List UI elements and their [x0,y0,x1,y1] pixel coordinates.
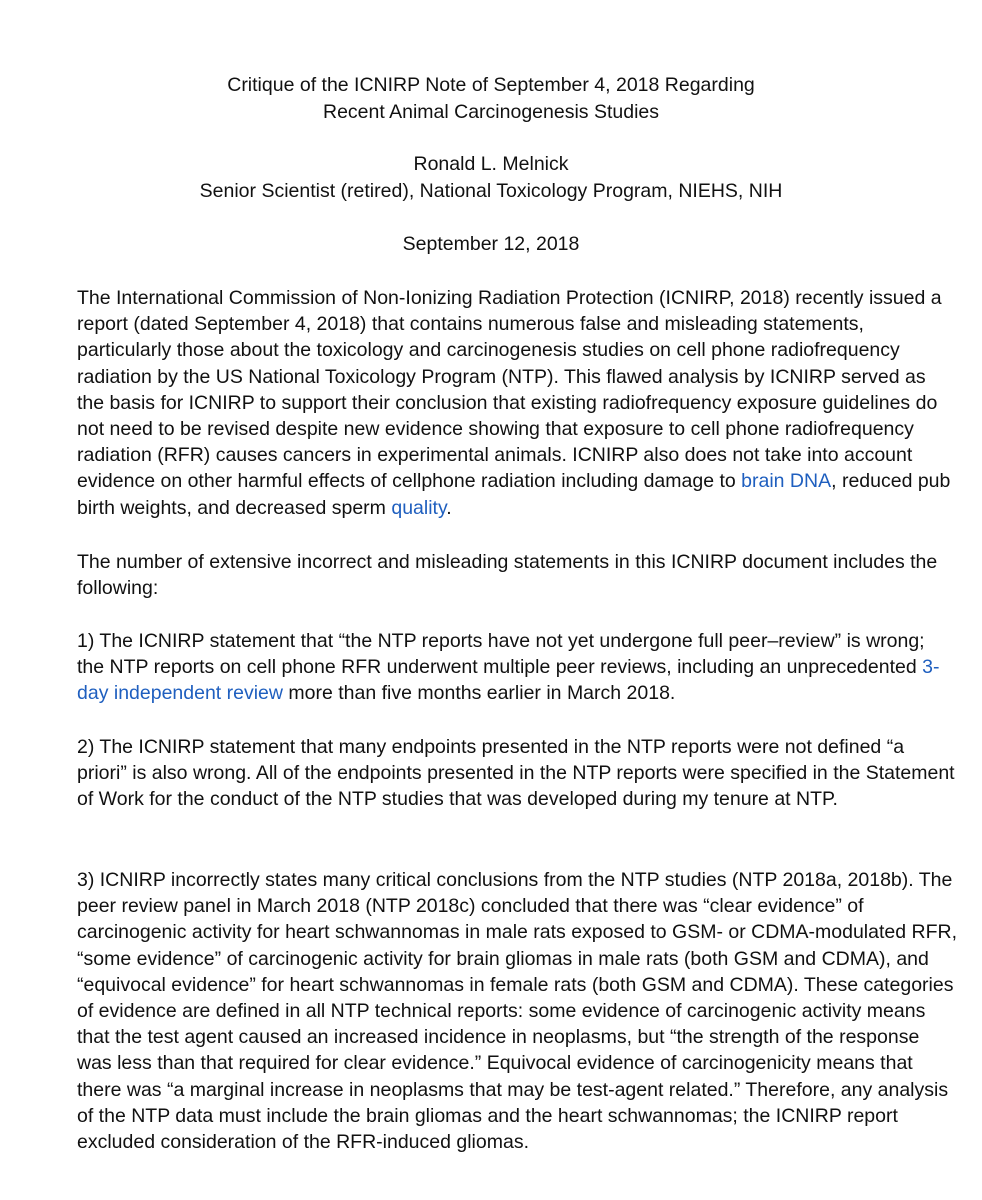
author-block [0,151,982,204]
document-date [0,231,982,258]
author-affiliation: Senior Scientist (retired), National Toxicology Program, NIEHS, NIH [199,179,783,202]
intro-text-end: . [446,496,452,519]
brain-dna-link[interactable]: brain DNA [741,470,832,493]
title-line-2: Recent Animal Carcinogenesis Studies [322,100,659,123]
paragraph-point-2 [77,734,957,813]
intro-text-start: The International Commission of Non-Ionizing Radiation Protection (ICNIRP, 2018) recently issued a report (dated September 4, 2018) that contains numerous false and misleading statements, particularly those about the toxicology and carcinogenesis studies on cell phone radiofrequency radiation by the US National Toxicology Program (NTP). This flawed analysis by ICNIRP served as the basis for ICNIRP to support their conclusion that existing radiofrequency exposure guidelines do not need to be revised despite new evidence showing that exposure to cell phone radiofrequency radiation (RFR) causes cancers in experimental animals. ICNIRP also does not take into account evidence on other harmful effects of cellphone radiation including damage to [77,287,942,493]
independent-review-link[interactable]: 3-day independent review [77,656,940,705]
intro-text-middle: , reduced pub birth weights, and decreased sperm [77,470,951,519]
point-1-text-end: more than five months earlier in March 2018. [282,682,676,705]
title-line-1: Critique of the ICNIRP Note of September 4, 2018 Regarding [227,74,755,96]
sperm-quality-link[interactable]: quality [391,496,447,519]
author-name: Ronald L. Melnick [413,153,569,175]
date-text: September 12, 2018 [402,233,580,255]
point-1-text-start: 1) The ICNIRP statement that “the NTP reports have not yet undergone full peer–review” is wrong; the NTP reports on cell phone RFR underwent multiple peer reviews, including an unprecedented [77,630,925,679]
paragraph-intro [77,285,957,521]
point-3-text: 3) ICNIRP incorrectly states many critical conclusions from the NTP studies (NTP 2018a, 2018b). The peer review panel in March 2018 (NTP 2018c) concluded that there was “clear evidence” of carcinogenic activity for heart schwannomas in male rats exposed to GSM- or CDMA-modulated RFR, “some evidence” of carcinogenic activity for brain gliomas in male rats (both GSM and CDMA), and “equivocal evidence” for heart schwannomas in female rats (both GSM and CDMA). These categories of evidence are defined in all NTP technical reports: some evidence of carcinogenic activity means that the test agent caused an increased incidence in neoplasms, but “the strength of the response was less than that required for clear evidence.” Equivocal evidence of carcinogenicity means that there was “a marginal increase in neoplasms that may be test-agent related.” Therefore, any analysis of the NTP data must include the brain gliomas and the heart schwannomas; the ICNIRP report excluded consideration of the RFR-induced gliomas. [77,869,958,1154]
paragraph-point-3 [77,867,957,1155]
paragraph-intro-text [77,285,957,521]
paragraph-summary [77,549,957,601]
point-1-text [77,628,957,707]
document-title [0,72,982,125]
point-2-text: 2) The ICNIRP statement that many endpoints presented in the NTP reports were not defined “a priori” is also wrong. All of the endpoints presented in the NTP reports were specified in the Statement of Work for the conduct of the NTP studies that was developed during my tenure at NTP. [77,736,955,811]
paragraph-summary-text: The number of extensive incorrect and misleading statements in this ICNIRP document includes the following: [77,551,938,600]
paragraph-point-1 [77,628,957,707]
